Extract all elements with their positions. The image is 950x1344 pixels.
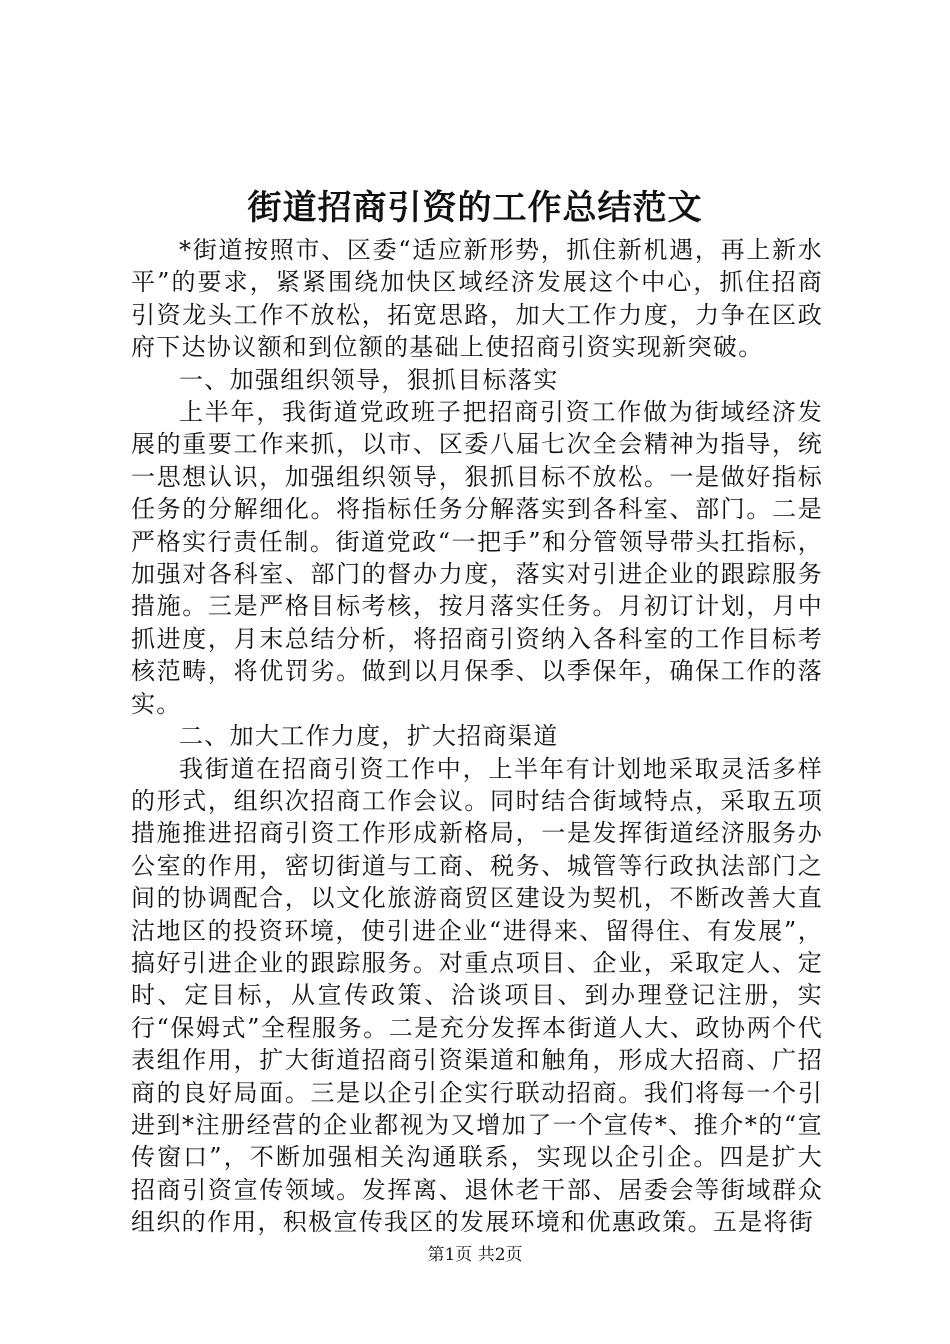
document-title: 街道招商引资的工作总结范文 <box>247 188 703 228</box>
paragraph-section-1: 上半年，我街道党政班子把招商引资工作做为街域经济发展的重要工作来抓，以市、区委八届七次全会精神为指导，统一思想认识，加强组织领导，狠抓目标不放松。一是做好指标任务的分解细化。将指标任务分解落实到各科室、部门。二是严格实行责任制。街道党政“一把手”和分管领导带头扛指标，加强对各科室、部门的督办力度，落实对引进企业的跟踪服务措施。三是严格目标考核，按月落实任务。月初订计划，月中抓进度，月末总结分析，将招商引资纳入各科室的工作目标考核范畴，将优罚劣。做到以月保季、以季保年，确保工作的落实。 <box>131 398 823 718</box>
section-heading-2: 二、加大工作力度，扩大招商渠道 <box>179 722 559 751</box>
section-heading-1: 一、加强组织领导，狠抓目标落实 <box>179 365 559 394</box>
page-footer: 第1页 共2页 <box>427 1245 523 1265</box>
document-body <box>131 234 823 1239</box>
paragraph-section-2: 我街道在招商引资工作中，上半年有计划地采取灵活多样的形式，组织次招商工作会议。同时结合街域特点，采取五项措施推进招商引资工作形成新格局，一是发挥街道经济服务办公室的作用，密切街道与工商、税务、城管等行政执法部门之间的协调配合，以文化旅游商贸区建设为契机，不断改善大直沽地区的投资环境，使引进企业“进得来、留得住、有发展”，搞好引进企业的跟踪服务。对重点项目、企业，采取定人、定时、定目标，从宣传政策、洽谈项目、到办理登记注册，实行“保姆式”全程服务。二是充分发挥本街道人大、政协两个代表组作用，扩大街道招商引资渠道和触角，形成大招商、广招商的良好局面。三是以企引企实行联动招商。我们将每一个引进到*注册经营的企业都视为又增加了一个宣传*、推介*的“宣传窗口”，不断加强相关沟通联系，实现以企引企。四是扩大招商引资宣传领域。发挥离、退休老干部、居委会等街域群众组织的作用，积极宣传我区的发展环境和优惠政策。五是将街 <box>131 754 823 1237</box>
paragraph-intro: *街道按照市、区委“适应新形势，抓住新机遇，再上新水平”的要求，紧紧围绕加快区域经济发展这个中心，抓住招商引资龙头工作不放松，拓宽思路，加大工作力度，力争在区政府下达协议额和到位额的基础上使招商引资实现新突破。 <box>131 236 823 362</box>
